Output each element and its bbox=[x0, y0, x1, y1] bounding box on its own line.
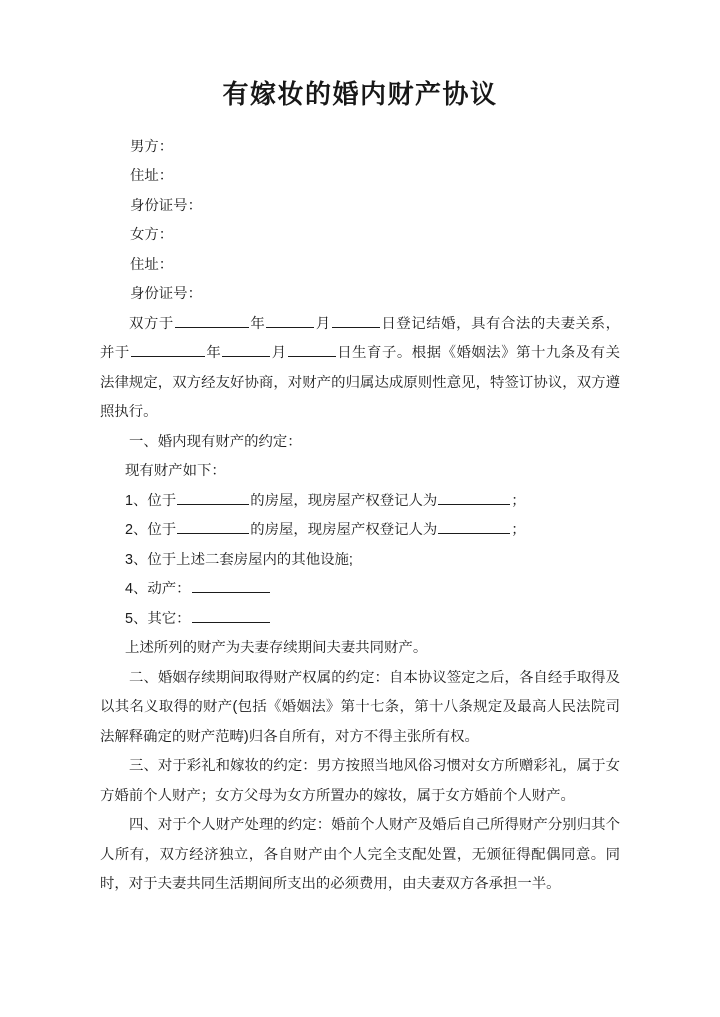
party-line-female-id: 身份证号： bbox=[130, 286, 202, 302]
property-item-2-suffix: ； bbox=[511, 522, 526, 538]
party-line-male-id: 身份证号： bbox=[130, 197, 202, 214]
preamble-text-6: 月 bbox=[271, 345, 287, 361]
property-item-4-prefix: 4、动产： bbox=[125, 581, 191, 597]
property-item-3: 3、位于上述二套房屋内的其他设施; bbox=[125, 551, 353, 568]
preamble-text-3: 月 bbox=[315, 315, 331, 332]
property-item-1 bbox=[100, 487, 620, 517]
birth-month-blank[interactable] bbox=[222, 342, 270, 357]
preamble-text-2: 年 bbox=[249, 315, 266, 332]
property-item-4-blank[interactable] bbox=[192, 578, 270, 593]
page-title: 有嫁妆的婚内财产协议 bbox=[222, 79, 498, 109]
preamble-text-4: 日登记结婚，具有合法的夫妻关系，并于 bbox=[100, 315, 620, 361]
party-line-female-name: 女方： bbox=[130, 227, 174, 243]
property-item-1-suffix: ； bbox=[511, 492, 526, 509]
party-line-male-name: 男方： bbox=[130, 138, 174, 155]
property-item-4 bbox=[100, 575, 620, 605]
section-two-paragraph: 二、婚姻存续期间取得财产权属的约定：自本协议签定之后，各自经手取得及以其名义取得的财产(包括《婚姻法》第十七条，第十八条规定及最高人民法院司法解释确定的财产范畴)归各自所有，对方不得主张所有权。 bbox=[100, 669, 620, 745]
property-item-2-prefix: 2、位于 bbox=[125, 522, 177, 538]
marriage-month-blank[interactable] bbox=[266, 313, 314, 328]
property-item-2-middle: 的房屋，现房屋产权登记人为 bbox=[250, 522, 438, 538]
property-item-5 bbox=[100, 605, 620, 635]
property-item-2 bbox=[100, 516, 620, 546]
preamble-text-5: 年 bbox=[205, 345, 222, 361]
section-one-summary: 上述所列的财产为夫妻存续期间夫妻共同财产。 bbox=[125, 640, 428, 656]
marriage-year-blank[interactable] bbox=[175, 313, 249, 328]
section-one-intro: 现有财产如下： bbox=[125, 463, 226, 479]
property-item-2-location-blank[interactable] bbox=[177, 519, 249, 534]
preamble-paragraph bbox=[100, 310, 620, 428]
document-body bbox=[100, 111, 620, 900]
property-item-1-middle: 的房屋，现房屋产权登记人为 bbox=[250, 492, 438, 509]
property-item-2-owner-blank[interactable] bbox=[438, 519, 510, 534]
section-four-paragraph: 四、对于个人财产处理的约定：婚前个人财产及婚后自己所得财产分别归其个人所有，双方经济独立，各自财产由个人完全支配处置，无颁征得配偶同意。同时，对于夫妻共同生活期间所支出的必须费用，由夫妻双方各承担一半。 bbox=[100, 817, 620, 892]
property-item-1-prefix: 1、位于 bbox=[125, 492, 177, 509]
property-item-1-location-blank[interactable] bbox=[177, 490, 249, 505]
property-item-1-owner-blank[interactable] bbox=[438, 490, 510, 505]
section-one-heading: 一、婚内现有财产的约定： bbox=[129, 433, 302, 450]
preamble-text-1: 双方于 bbox=[129, 315, 174, 332]
birth-year-blank[interactable] bbox=[131, 342, 205, 357]
party-line-male-address: 住址： bbox=[130, 168, 174, 184]
property-item-5-blank[interactable] bbox=[192, 608, 270, 623]
party-line-female-address: 住址： bbox=[130, 256, 174, 273]
birth-day-blank[interactable] bbox=[288, 342, 336, 357]
section-three-paragraph: 三、对于彩礼和嫁妆的约定：男方按照当地风俗习惯对女方所赠彩礼，属于女方婚前个人财产；女方父母为女方所置办的嫁妆，属于女方婚前个人财产。 bbox=[100, 758, 620, 804]
preamble-text-7: 日生育子。根据《婚姻法》第十九条及有关法律规定，双方经友好协商，对财产的归属达成原则性意见，特签订协议，双方遵照执行。 bbox=[100, 345, 620, 420]
property-item-5-prefix: 5、其它： bbox=[125, 610, 191, 627]
marriage-day-blank[interactable] bbox=[332, 313, 380, 328]
